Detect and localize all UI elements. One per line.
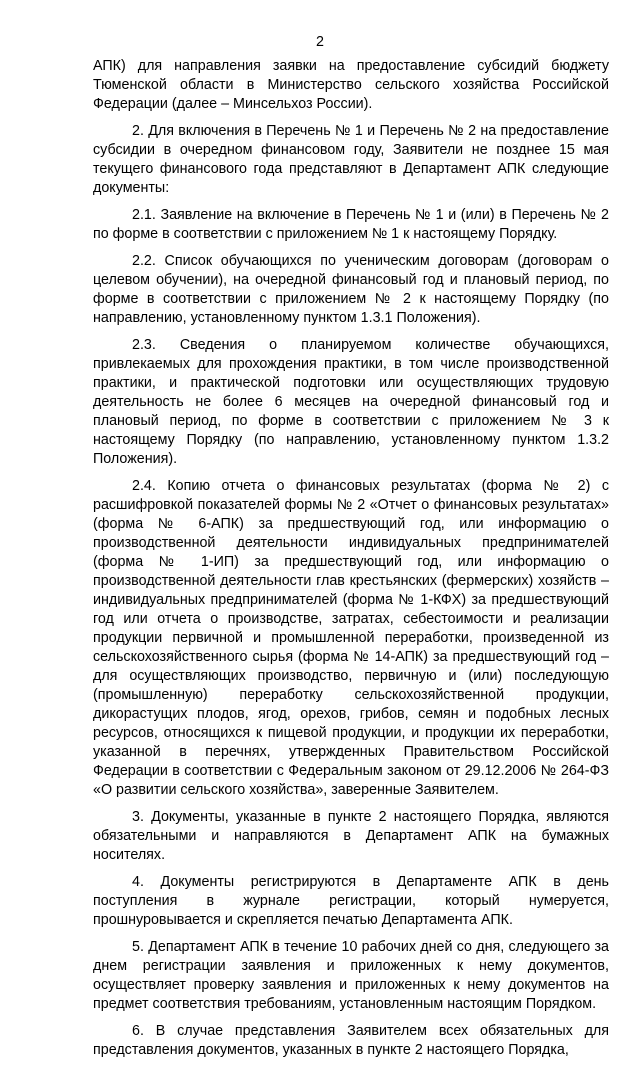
paragraph-item-2: 2. Для включения в Перечень № 1 и Перечень № 2 на предоставление субсидии в очередном финансовом году, Заявители не позднее 15 мая текущего финансового года представляют в Департамент АПК следующие документы: [93,123,609,196]
paragraph-item-6: 6. В случае представления Заявителем всех обязательных для представления документов, указанных в пункте 2 настоящего Порядка, [93,1023,609,1058]
paragraph-item-2-4: 2.4. Копию отчета о финансовых результатах (форма № 2) с расшифровкой показателей формы № 2 «Отчет о финансовых результатах» (форма № 6-АПК) за предшествующий год, или информацию о производственной деятельности индивидуальных предпринимателей (форма № 1-ИП) за предшествующий год, или информацию о производственной деятельности глав крестьянских (фермерских) хозяйств – индивидуальных предпринимателей (форма № 1-КФХ) за предшествующий год или отчета о производстве, затратах, себестоимости и реализации продукции первичной и промышленной переработки, произведенной из сельскохозяйственного сырья (форма № 14-АПК) за предшествующий год – для осуществляющих производство, первичную и (или) последующую (промышленную) переработку сельскохозяйственной продукции, дикорастущих плодов, ягод, орехов, грибов, семян и подобных лесных ресурсов, относящихся к пищевой продукции, и продукции их переработки, указанной в перечнях, утвержденных Правительством Российской Федерации в соответствии с Федеральным законом от 29.12.2006 № 264-ФЗ «О развитии сельского хозяйства», заверенные Заявителем. [93,478,609,798]
paragraph-item-4: 4. Документы регистрируются в Департаменте АПК в день поступления в журнале регистрации, который нумеруется, прошнуровывается и скрепляется печатью Департамента АПК. [93,874,609,928]
paragraph-item-2-1: 2.1. Заявление на включение в Перечень № 1 и (или) в Перечень № 2 по форме в соответствии с приложением № 1 к настоящему Порядку. [93,207,609,242]
paragraph-item-2-3: 2.3. Сведения о планируемом количестве обучающихся, привлекаемых для прохождения практики, в том числе производственной практики, и практической подготовки или осуществляющих трудовую деятельность не более 6 месяцев на очередной финансовый год и плановый период, по форме в соответствии с приложением № 3 к настоящему Порядку (по направлению, установленному пунктом 1.3.2 Положения). [93,337,609,467]
page-number: 2 [316,34,324,50]
paragraph-item-3: 3. Документы, указанные в пункте 2 настоящего Порядка, являются обязательными и направляются в Департамент АПК на бумажных носителях. [93,809,609,863]
document-body [93,57,609,1068]
paragraph-item-2-2: 2.2. Список обучающихся по ученическим договорам (договорам о целевом обучении), на очередной финансовый год и плановый период, по форме в соответствии с приложением № 2 к настоящему Порядку (по направлению, установленному пунктом 1.3.1 Положения). [93,253,609,326]
paragraph-item-5: 5. Департамент АПК в течение 10 рабочих дней со дня, следующего за днем регистрации заявления и приложенных к нему документов, осуществляет проверку заявления и приложенных к нему документов на предмет соответствия требованиям, установленным настоящим Порядком. [93,939,609,1012]
paragraph-continuation: АПК) для направления заявки на предоставление субсидий бюджету Тюменской области в Министерство сельского хозяйства Российской Федерации (далее – Минсельхоз России). [93,58,609,112]
